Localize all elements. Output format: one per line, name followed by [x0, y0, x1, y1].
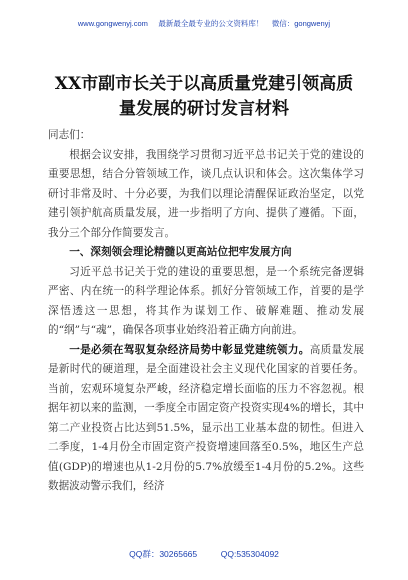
document-title: [40, 72, 368, 122]
section-heading-1: 一、深刻领会理论精髓以更高站位把牢发展方向: [69, 246, 292, 258]
point-one-lead: 一是必须在驾驭复杂经济局势中彰显党建统领力。: [69, 343, 310, 356]
header-separator: [265, 19, 269, 28]
qq-contact: QQ:535304092: [220, 549, 279, 559]
page-footer: [0, 548, 408, 560]
title-line-1: XX市副市长关于以高质量党建引领高质: [54, 74, 354, 94]
body-paragraph-2: 习近平总书记关于党的建设的重要思想，是一个系统完备逻辑严密、内在统一的科学理论体系。抓好分管领域工作，首要的是学深悟透这一思想，将其作为谋划工作、破解难题、推动发展的“纲”与“魂”，确保各项事业始终沿着正确方向前进。: [48, 265, 364, 336]
wechat-contact: 微信：gongwenyj: [271, 19, 331, 28]
body-paragraph-3: [48, 341, 364, 497]
title-line-2: 量发展的研讨发言材料: [119, 99, 289, 119]
intro-paragraph: 根据会议安排，我围绕学习贯彻习近平总书记关于党的建设的重要思想，结合分管领域工作，谈几点认识和体会。这次集体学习研讨非常及时、十分必要，为我们以理论清醒保证政治坚定，以党建引领护航高质量发展，进一步指明了方向、提供了遵循。下面，我分三个部分作简要发言。: [48, 148, 364, 239]
header-separator: [150, 19, 156, 28]
site-url-link[interactable]: www.gongwenyj.com: [77, 19, 148, 28]
point-one-text: 高质量发展是新时代的硬道理，是全面建设社会主义现代化国家的首要任务。当前，宏观环境复杂严峻，经济稳定增长面临的压力不容忽视。根据年初以来的监测，一季度全市固定资产投资实现4%的增长，其中第二产业投资占比达到51.5%，显示出工业基本盘的韧性。但进入二季度，1-4月份全市固定资产投资增速回落至0.5%，地区生产总值(GDP)的增速也从1-2月份的5.7%放缓至1-4月份的5.2%。这些数据波动警示我们，经济: [48, 343, 365, 492]
qq-group: QQ群：30265665: [129, 549, 198, 559]
site-slogan: 最新最全最专业的公文资料库！: [158, 19, 264, 28]
document-body: [48, 126, 364, 497]
site-header: [0, 18, 408, 29]
greeting: 同志们：: [48, 129, 91, 141]
